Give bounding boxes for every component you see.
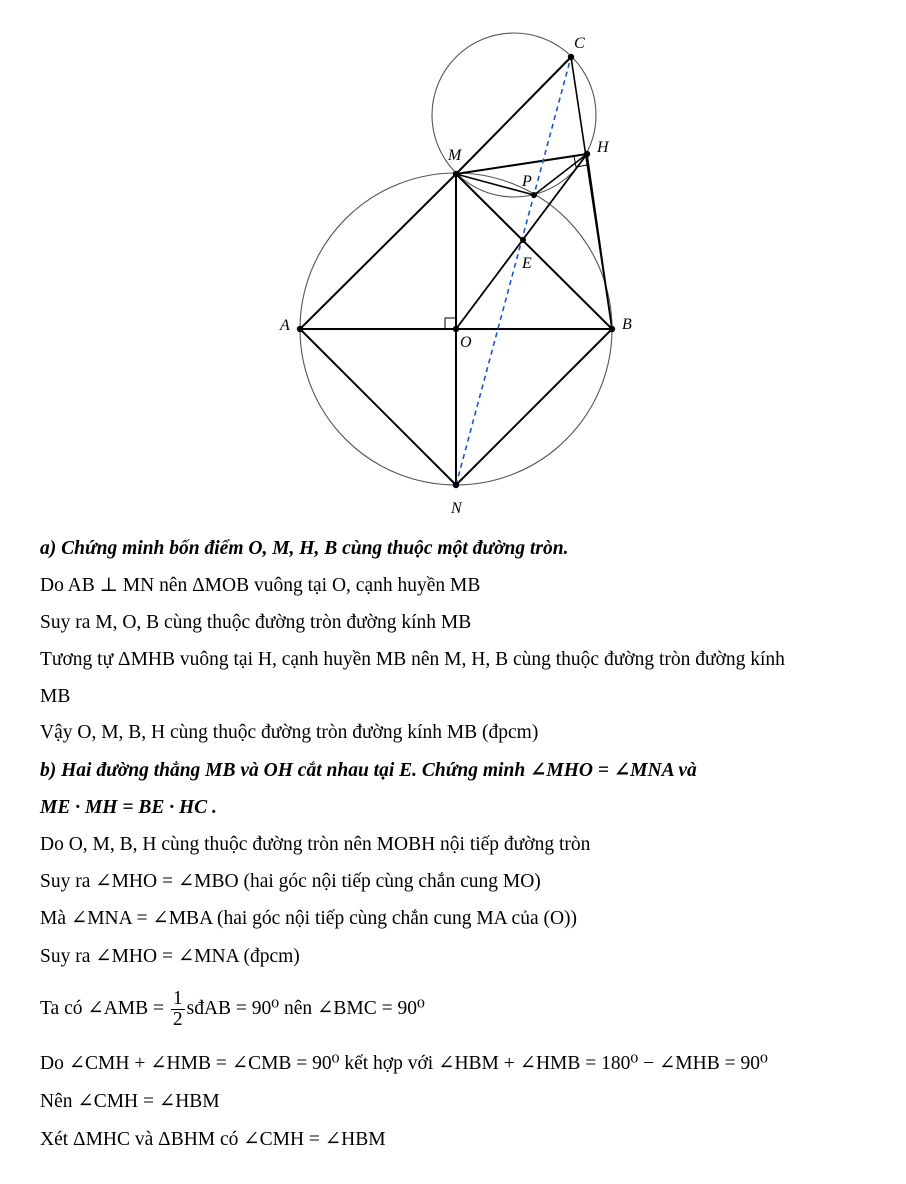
label-e: E [522,255,532,272]
fraction-numerator: 1 [172,988,183,1010]
solution-line-13: Xét ΔMHC và ΔBHM có ∠CMH = ∠HBM [40,1129,386,1150]
solution-line-11: Do ∠CMH + ∠HMB = ∠CMB = 90⁰ kết hợp với ∠HBM + ∠HMB = 180⁰ − ∠MHB = 90⁰ [40,1053,768,1074]
solution-line-10 [40,985,425,1033]
part-b-heading: b) Hai đường thẳng MB và OH cắt nhau tại E. Chứng minh ∠MHO = ∠MNA và [40,760,697,781]
solution-line-7: Suy ra ∠MHO = ∠MBO (hai góc nội tiếp cùng chắn cung MO) [40,871,541,892]
part-b-heading-2: ME · MH = BE · HC . [40,797,217,818]
solution-line-3: Tương tự ΔMHB vuông tại H, cạnh huyền MB nên M, H, B cùng thuộc đường tròn đường kính [40,649,785,670]
label-o: O [460,334,472,351]
label-a: A [280,317,290,334]
fraction-denominator: 2 [172,1009,183,1031]
line-10-part-a: Ta có ∠AMB = [40,998,169,1019]
solution-line-8: Mà ∠MNA = ∠MBA (hai góc nội tiếp cùng chắn cung MA của (O)) [40,908,578,929]
solution-line-9: Suy ra ∠MHO = ∠MNA (đpcm) [40,946,300,967]
solution-line-12: Nên ∠CMH = ∠HBM [40,1091,220,1112]
solution-line-1: Do AB ⊥ MN nên ΔMOB vuông tại O, cạnh huyền MB [40,575,481,596]
label-m: M [448,147,462,164]
line-10-part-b: sđAB = 90⁰ nên ∠BMC = 90⁰ [186,998,425,1019]
label-b: B [622,316,632,333]
label-h: H [597,139,609,156]
segment-mh [456,154,587,174]
part-a-heading: a) Chứng minh bốn điểm O, M, H, B cùng thuộc một đường tròn. [40,538,569,559]
solution-line-6: Do O, M, B, H cùng thuộc đường tròn nên MOBH nội tiếp đường tròn [40,834,591,855]
geometry-figure [0,0,906,530]
label-c: C [574,35,585,52]
segment-hb [587,154,612,329]
segment-mc [456,57,571,174]
solution-line-2: Suy ra M, O, B cùng thuộc đường tròn đường kính MB [40,612,472,633]
solution-line-5: Vậy O, M, B, H cùng thuộc đường tròn đường kính MB (đpcm) [40,722,539,743]
fraction-half [171,989,185,1030]
solution-line-4: MB [40,686,71,707]
label-n: N [451,500,462,517]
label-p: P [522,173,532,190]
